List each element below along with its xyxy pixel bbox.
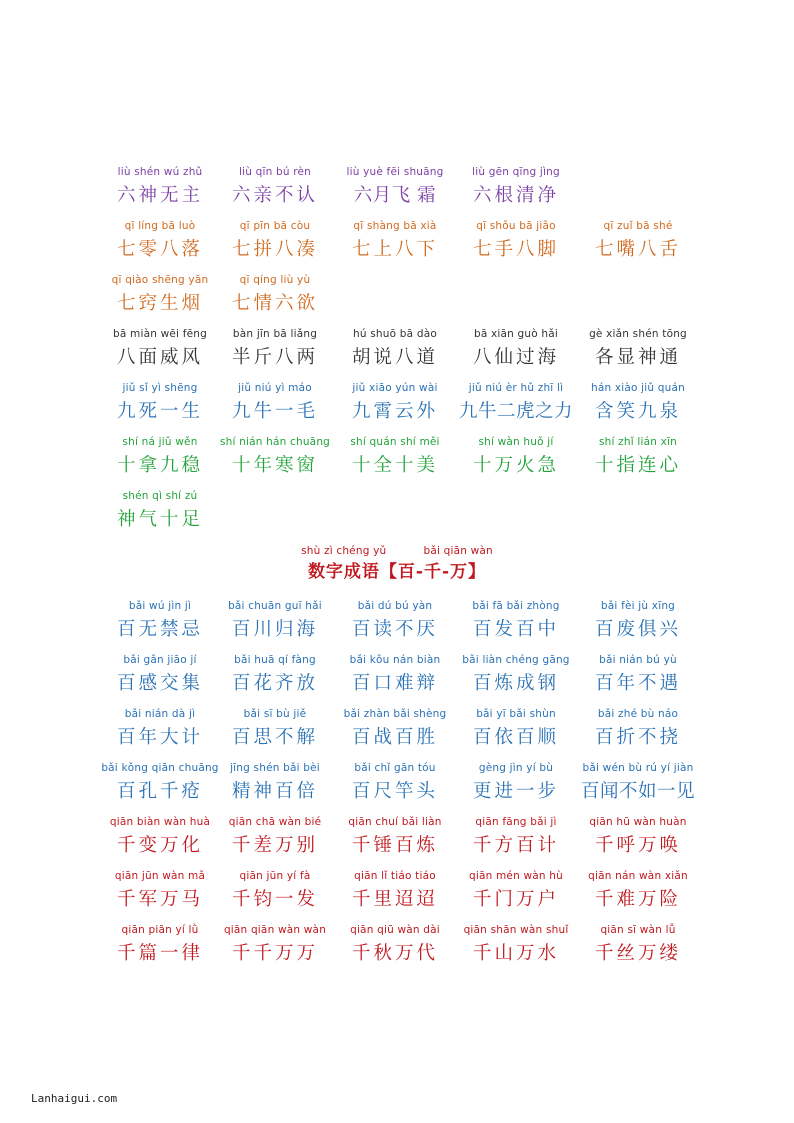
idiom-characters: 千呼万唤	[594, 835, 681, 856]
idiom-item	[446, 382, 586, 425]
idiom-item	[455, 816, 577, 859]
idiom-row	[0, 274, 794, 328]
idiom-item	[99, 708, 221, 751]
idiom-pinyin: bǎi fā bǎi zhòng	[472, 600, 560, 612]
idiom-item	[334, 654, 456, 697]
idiom-characters: 百孔千疮	[116, 781, 203, 802]
idiom-pinyin: bǎi nián bú yù	[599, 654, 677, 666]
idiom-pinyin: bǎi chǐ gān tóu	[354, 762, 436, 774]
idiom-pinyin: bǎi zhé bù náo	[597, 708, 679, 720]
idiom-item	[577, 654, 699, 697]
idiom-characters: 六神无主	[116, 185, 203, 206]
idiom-item	[214, 816, 336, 859]
idiom-pinyin: jiǔ sǐ yì shēng	[122, 382, 198, 394]
heading-pinyin-left: shù zì chéng yǔ	[301, 545, 387, 557]
idiom-item	[99, 328, 221, 371]
idiom-pinyin: qī shàng bā xià	[353, 220, 437, 232]
idiom-pinyin: jiǔ niú èr hǔ zhī lì	[468, 382, 564, 394]
idiom-item	[334, 870, 456, 913]
idiom-row	[0, 490, 794, 544]
idiom-pinyin: qī qiào shēng yān	[111, 274, 209, 286]
idiom-characters: 十年寒窗	[231, 455, 318, 476]
idiom-pinyin: bǎi liàn chéng gāng	[462, 654, 570, 666]
idiom-pinyin: gè xiǎn shén tōng	[589, 328, 687, 340]
idiom-characters: 百废俱兴	[594, 619, 681, 640]
section-heading	[0, 545, 794, 583]
idiom-pinyin: bǎi zhàn bǎi shèng	[343, 708, 447, 720]
idiom-characters: 神气十足	[116, 509, 203, 530]
heading-pinyin-right: bǎi qiān wàn	[423, 545, 493, 557]
idiom-item	[99, 654, 221, 697]
idiom-characters: 千秋万代	[351, 943, 438, 964]
idiom-characters: 七嘴八舌	[594, 239, 681, 260]
idiom-characters: 七手八脚	[472, 239, 559, 260]
idiom-characters: 百炼成钢	[472, 673, 559, 694]
idiom-pinyin: shí quán shí měi	[350, 436, 440, 448]
idiom-pinyin: shí zhǐ lián xīn	[598, 436, 678, 448]
idiom-pinyin: shí ná jiǔ wěn	[122, 436, 198, 448]
idiom-characters: 百闻不如一见	[580, 781, 695, 802]
idiom-item	[99, 762, 221, 805]
idiom-row	[0, 436, 794, 490]
idiom-pinyin: hán xiào jiǔ quán	[590, 382, 686, 394]
idiom-pinyin: jiǔ niú yì máo	[238, 382, 312, 394]
idiom-characters: 含笑九泉	[594, 401, 681, 422]
idiom-item	[455, 220, 577, 263]
idiom-item	[334, 762, 456, 805]
idiom-characters: 十万火急	[472, 455, 559, 476]
idiom-item	[455, 708, 577, 751]
idiom-item	[99, 870, 221, 913]
idiom-item	[214, 220, 336, 263]
idiom-item	[455, 166, 577, 209]
idiom-characters: 百折不挠	[594, 727, 681, 748]
idiom-item	[99, 490, 221, 533]
idiom-item	[99, 436, 221, 479]
idiom-characters: 六月飞 霜	[353, 185, 437, 206]
idiom-characters: 胡说八道	[351, 347, 438, 368]
idiom-pinyin: qiān chā wàn bié	[228, 816, 322, 828]
idiom-characters: 九牛一毛	[231, 401, 318, 422]
idiom-item	[334, 328, 456, 371]
idiom-pinyin: qiān mén wàn hù	[468, 870, 563, 882]
idiom-pinyin: jiǔ xiāo yún wài	[352, 382, 438, 394]
idiom-characters: 百读不厌	[351, 619, 438, 640]
idiom-pinyin: bǎi kǒu nán biàn	[349, 654, 441, 666]
idiom-row	[0, 220, 794, 274]
idiom-item	[214, 436, 336, 479]
footer-site: Lanhaigui.com	[31, 1092, 118, 1105]
idiom-item	[214, 274, 336, 317]
idiom-item	[334, 220, 456, 263]
idiom-pinyin: qiān nán wàn xiǎn	[588, 870, 688, 882]
idiom-pinyin: qī líng bā luò	[124, 220, 196, 232]
idiom-characters: 九牛二虎之力	[458, 401, 573, 422]
idiom-pinyin: bàn jīn bā liǎng	[232, 328, 318, 340]
idiom-pinyin: bǎi yī bǎi shùn	[476, 708, 556, 720]
idiom-characters: 七窍生烟	[116, 293, 203, 314]
idiom-characters: 百口难辩	[351, 673, 438, 694]
idiom-pinyin: shén qì shí zú	[122, 490, 198, 502]
idiom-pinyin: qiān sī wàn lǚ	[600, 924, 676, 936]
idiom-item	[214, 600, 336, 643]
idiom-pinyin: bǎi sī bù jiě	[243, 708, 307, 720]
idiom-item	[577, 708, 699, 751]
idiom-characters: 百尺竿头	[351, 781, 438, 802]
idiom-item	[99, 220, 221, 263]
idiom-characters: 百年大计	[116, 727, 203, 748]
idiom-pinyin: qiān fāng bǎi jì	[475, 816, 557, 828]
idiom-characters: 千锤百炼	[351, 835, 438, 856]
idiom-pinyin: qiān piān yí lǜ	[121, 924, 199, 936]
idiom-pinyin: qiān lǐ tiáo tiáo	[354, 870, 436, 882]
idiom-item	[455, 436, 577, 479]
idiom-pinyin: qiān hū wàn huàn	[589, 816, 687, 828]
idiom-pinyin: qiān qiū wàn dài	[350, 924, 440, 936]
idiom-row	[0, 870, 794, 924]
idiom-characters: 百川归海	[231, 619, 318, 640]
idiom-characters: 七情六欲	[231, 293, 318, 314]
idiom-pinyin: qiān jūn yí fà	[239, 870, 311, 882]
idiom-pinyin: bǎi nián dà jì	[124, 708, 196, 720]
idiom-row	[0, 382, 794, 436]
idiom-characters: 百年不遇	[594, 673, 681, 694]
idiom-row	[0, 762, 794, 816]
idiom-characters: 千方百计	[472, 835, 559, 856]
idiom-characters: 百战百胜	[351, 727, 438, 748]
idiom-characters: 六亲不认	[231, 185, 318, 206]
idiom-item	[455, 924, 577, 967]
idiom-item	[214, 654, 336, 697]
idiom-characters: 半斤八两	[231, 347, 318, 368]
idiom-characters: 百花齐放	[231, 673, 318, 694]
idiom-pinyin: hú shuō bā dào	[353, 328, 437, 340]
idiom-item	[577, 600, 699, 643]
idiom-item	[214, 870, 336, 913]
idiom-item	[334, 436, 456, 479]
idiom-characters: 千篇一律	[116, 943, 203, 964]
idiom-item	[99, 816, 221, 859]
idiom-characters: 七零八落	[116, 239, 203, 260]
idiom-item	[99, 274, 221, 317]
idiom-item	[568, 762, 708, 805]
idiom-characters: 千差万别	[231, 835, 318, 856]
idiom-item	[334, 816, 456, 859]
idiom-characters: 千钧一发	[231, 889, 318, 910]
idiom-item	[455, 600, 577, 643]
idiom-item	[334, 708, 456, 751]
idiom-pinyin: jīng shén bǎi bèi	[230, 762, 320, 774]
idiom-pinyin: bǎi fèi jù xīng	[600, 600, 676, 612]
idiom-pinyin: bǎi gǎn jiāo jí	[123, 654, 197, 666]
idiom-item	[214, 708, 336, 751]
idiom-item	[455, 654, 577, 697]
idiom-row	[0, 708, 794, 762]
idiom-characters: 千里迢迢	[351, 889, 438, 910]
idiom-characters: 七上八下	[351, 239, 438, 260]
idiom-pinyin: shí nián hán chuāng	[219, 436, 331, 448]
idiom-item	[214, 924, 336, 967]
idiom-item	[455, 328, 577, 371]
idiom-row	[0, 600, 794, 654]
idiom-characters: 各显神通	[594, 347, 681, 368]
idiom-pinyin: qī pīn bā còu	[239, 220, 311, 232]
idiom-pinyin: bǎi wú jìn jì	[128, 600, 192, 612]
idiom-characters: 千难万险	[594, 889, 681, 910]
idiom-item	[214, 382, 336, 425]
idiom-characters: 八面威风	[116, 347, 203, 368]
idiom-item	[325, 166, 465, 209]
idiom-item	[99, 166, 221, 209]
idiom-item	[455, 762, 577, 805]
idiom-pinyin: qī zuǐ bā shé	[603, 220, 673, 232]
idiom-item	[214, 328, 336, 371]
idiom-item	[334, 382, 456, 425]
idiom-pinyin: qiān qiān wàn wàn	[223, 924, 327, 936]
idiom-pinyin: qiān jūn wàn mǎ	[114, 870, 206, 882]
idiom-characters: 千山万水	[472, 943, 559, 964]
idiom-pinyin: liù qīn bú rèn	[238, 166, 312, 178]
idiom-pinyin: bǎi dú bú yàn	[357, 600, 433, 612]
idiom-row	[0, 654, 794, 708]
heading-title: 数字成语【百-千-万】	[307, 562, 487, 582]
idiom-characters: 十指连心	[594, 455, 681, 476]
idiom-characters: 百发百中	[472, 619, 559, 640]
idiom-item	[214, 762, 336, 805]
idiom-item	[577, 816, 699, 859]
idiom-item	[577, 382, 699, 425]
idiom-pinyin: liù yuè fēi shuāng	[346, 166, 444, 178]
idiom-characters: 千军万马	[116, 889, 203, 910]
idiom-pinyin: qiān biàn wàn huà	[109, 816, 211, 828]
idiom-item	[334, 600, 456, 643]
idiom-pinyin: bǎi huā qí fàng	[234, 654, 316, 666]
idiom-item	[99, 924, 221, 967]
idiom-characters: 千千万万	[231, 943, 318, 964]
idiom-characters: 千变万化	[116, 835, 203, 856]
idiom-item	[99, 382, 221, 425]
idiom-item	[577, 870, 699, 913]
idiom-item	[577, 436, 699, 479]
idiom-item	[99, 600, 221, 643]
idiom-pinyin: bǎi kǒng qiān chuāng	[101, 762, 219, 774]
idiom-row	[0, 328, 794, 382]
idiom-characters: 八仙过海	[472, 347, 559, 368]
idiom-characters: 精神百倍	[231, 781, 318, 802]
idiom-item	[577, 328, 699, 371]
idiom-pinyin: bā miàn wēi fēng	[113, 328, 207, 340]
idiom-characters: 百无禁忌	[116, 619, 203, 640]
idiom-characters: 更进一步	[472, 781, 559, 802]
idiom-item	[577, 220, 699, 263]
idiom-item	[334, 924, 456, 967]
idiom-pinyin: shí wàn huǒ jí	[478, 436, 554, 448]
idiom-row	[0, 924, 794, 978]
idiom-pinyin: liù shén wú zhǔ	[117, 166, 203, 178]
idiom-pinyin: bā xiān guò hǎi	[473, 328, 559, 340]
idiom-characters: 千门万户	[472, 889, 559, 910]
idiom-pinyin: liù gēn qīng jìng	[472, 166, 560, 178]
idiom-characters: 九霄云外	[351, 401, 438, 422]
idiom-item	[455, 870, 577, 913]
idiom-characters: 百思不解	[231, 727, 318, 748]
idiom-pinyin: qī qíng liù yù	[239, 274, 311, 286]
idiom-pinyin: qī shǒu bā jiǎo	[476, 220, 556, 232]
idiom-item	[577, 924, 699, 967]
idiom-row	[0, 166, 794, 220]
idiom-characters: 千丝万缕	[594, 943, 681, 964]
idiom-pinyin: qiān chuí bǎi liàn	[348, 816, 442, 828]
idiom-characters: 七拼八凑	[231, 239, 318, 260]
idiom-pinyin: gèng jìn yí bù	[478, 762, 554, 774]
idiom-characters: 六根清净	[472, 185, 559, 206]
idiom-characters: 百依百顺	[472, 727, 559, 748]
heading-pinyin	[0, 545, 794, 558]
idiom-pinyin: bǎi chuān guī hǎi	[228, 600, 322, 612]
idiom-item	[214, 166, 336, 209]
idiom-pinyin: qiān shān wàn shuǐ	[463, 924, 569, 936]
idiom-characters: 十拿九稳	[116, 455, 203, 476]
idiom-characters: 九死一生	[116, 401, 203, 422]
idiom-row	[0, 816, 794, 870]
idiom-characters: 十全十美	[351, 455, 438, 476]
idiom-characters: 百感交集	[116, 673, 203, 694]
idiom-pinyin: bǎi wén bù rú yí jiàn	[582, 762, 694, 774]
